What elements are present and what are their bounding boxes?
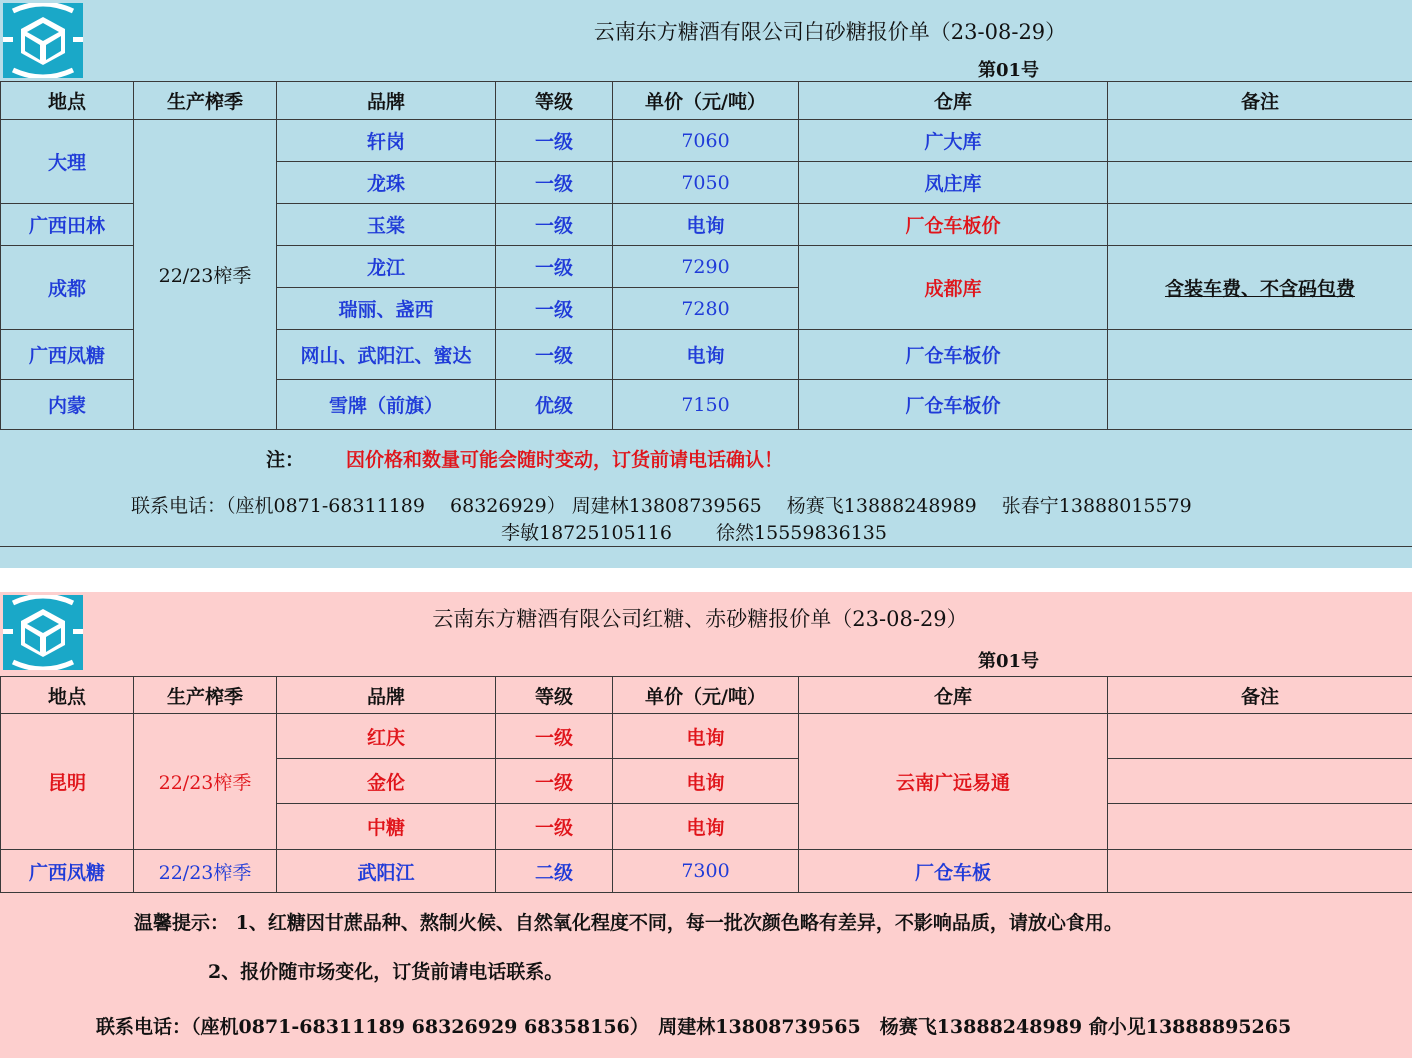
- brand-cell: 瑞丽、盏西: [277, 288, 496, 330]
- brand-cell: 武阳江: [277, 850, 496, 893]
- remark-cell: [1108, 204, 1412, 246]
- warehouse-cell: 厂仓车板: [799, 850, 1108, 893]
- brand-cell: 龙江: [277, 246, 496, 288]
- price-cell: 7050: [613, 162, 799, 204]
- price-cell: 7280: [613, 288, 799, 330]
- header-price: 单价（元/吨）: [613, 677, 799, 714]
- remark-cell: [1108, 759, 1412, 804]
- header-warehouse: 仓库: [799, 677, 1108, 714]
- remark-cell: [1108, 804, 1412, 850]
- grade-cell: 一级: [496, 714, 613, 759]
- header-location: 地点: [1, 677, 134, 714]
- white-sugar-title: 云南东方糖酒有限公司白砂糖报价单（23-08-29）: [593, 20, 1067, 44]
- brown-sugar-quote-sheet: [0, 592, 1412, 1058]
- brown-sugar-number: 第01号: [978, 651, 1040, 672]
- season-cell: 22/23榨季: [134, 850, 277, 893]
- header-remark: 备注: [1108, 82, 1412, 120]
- price-cell: 电询: [613, 804, 799, 850]
- note-text: 因价格和数量可能会随时变动，订货前请电话确认！: [346, 449, 784, 471]
- table-row: [1, 850, 1412, 893]
- location-cell: 昆明: [1, 714, 134, 850]
- grade-cell: 优级: [496, 380, 613, 430]
- header-grade: 等级: [496, 82, 613, 120]
- remark-cell: [1108, 380, 1412, 430]
- price-cell: 电询: [613, 330, 799, 380]
- white-sugar-price-table: [0, 81, 1412, 430]
- warehouse-cell: 广大库: [799, 120, 1108, 162]
- price-cell: 7060: [613, 120, 799, 162]
- remark-cell: [1108, 714, 1412, 759]
- grade-cell: 一级: [496, 204, 613, 246]
- header-brand: 品牌: [277, 82, 496, 120]
- header-price: 单价（元/吨）: [613, 82, 799, 120]
- brand-cell: 玉棠: [277, 204, 496, 246]
- price-cell: 电询: [613, 204, 799, 246]
- contact-line-2: 李敏18725105116 徐然15559836135: [501, 522, 887, 544]
- price-cell: 7300: [613, 850, 799, 893]
- header-brand: 品牌: [277, 677, 496, 714]
- header-remark: 备注: [1108, 677, 1412, 714]
- header-location: 地点: [1, 82, 134, 120]
- white-sugar-number: 第01号: [978, 60, 1040, 81]
- price-cell: 电询: [613, 759, 799, 804]
- grade-cell: 二级: [496, 850, 613, 893]
- tip-line-1: 温馨提示： 1、红糖因甘蔗品种、熬制火候、自然氧化程度不同，每一批次颜色略有差异，不影响品质，请放心食用。: [134, 912, 1123, 934]
- remark-cell: [1108, 330, 1412, 380]
- brand-cell: 中糖: [277, 804, 496, 850]
- warehouse-cell: 厂仓车板价: [799, 330, 1108, 380]
- grade-cell: 一级: [496, 804, 613, 850]
- warehouse-cell: 厂仓车板价: [799, 204, 1108, 246]
- warehouse-cell: 凤庄库: [799, 162, 1108, 204]
- grade-cell: 一级: [496, 759, 613, 804]
- brown-sugar-title: 云南东方糖酒有限公司红糖、赤砂糖报价单（23-08-29）: [432, 607, 968, 631]
- table-header-row: [1, 82, 1412, 120]
- header-season: 生产榨季: [134, 82, 277, 120]
- season-cell: 22/23榨季: [134, 714, 277, 850]
- location-cell: 广西凤糖: [1, 850, 134, 893]
- company-cube-logo-icon: [3, 3, 83, 78]
- contact-line-1: 联系电话：（座机0871-68311189 68326929） 周建林13808739565 杨赛飞13888248989 张春宁13888015579: [131, 495, 1192, 517]
- location-cell: 广西凤糖: [1, 330, 134, 380]
- price-cell: 电询: [613, 714, 799, 759]
- brand-cell: 雪牌（前旗）: [277, 380, 496, 430]
- header-grade: 等级: [496, 677, 613, 714]
- grade-cell: 一级: [496, 330, 613, 380]
- remark-cell: [1108, 162, 1412, 204]
- grade-cell: 一级: [496, 120, 613, 162]
- table-header-row: [1, 677, 1412, 714]
- price-cell: 7290: [613, 246, 799, 288]
- note-label: 注：: [266, 449, 305, 471]
- location-cell: 成都: [1, 246, 134, 330]
- remark-cell: 含装车费、不含码包费: [1108, 246, 1412, 330]
- table-row: [1, 714, 1412, 759]
- season-cell: 22/23榨季: [134, 120, 277, 430]
- header-season: 生产榨季: [134, 677, 277, 714]
- table-row: [1, 120, 1412, 162]
- contact-line: 联系电话：（座机0871-68311189 68326929 68358156） 周建林13808739565 杨赛飞13888248989 俞小见13888895265: [96, 1016, 1292, 1038]
- location-cell: 广西田林: [1, 204, 134, 246]
- location-cell: 大理: [1, 120, 134, 204]
- grade-cell: 一级: [496, 162, 613, 204]
- grade-cell: 一级: [496, 288, 613, 330]
- section-bottom-border: [0, 546, 1412, 547]
- grade-cell: 一级: [496, 246, 613, 288]
- brand-cell: 轩岗: [277, 120, 496, 162]
- remark-cell: [1108, 120, 1412, 162]
- warehouse-cell: 厂仓车板价: [799, 380, 1108, 430]
- brand-cell: 红庆: [277, 714, 496, 759]
- warehouse-cell: 成都库: [799, 246, 1108, 330]
- company-cube-logo-icon: [3, 595, 83, 670]
- price-cell: 7150: [613, 380, 799, 430]
- brand-cell: 网山、武阳江、蜜达: [277, 330, 496, 380]
- warehouse-cell: 云南广远易通: [799, 714, 1108, 850]
- brand-cell: 龙珠: [277, 162, 496, 204]
- tip-line-2: 2、报价随市场变化，订货前请电话联系。: [208, 961, 564, 983]
- brown-sugar-price-table: [0, 676, 1412, 893]
- brand-cell: 金伦: [277, 759, 496, 804]
- remark-cell: [1108, 850, 1412, 893]
- location-cell: 内蒙: [1, 380, 134, 430]
- header-warehouse: 仓库: [799, 82, 1108, 120]
